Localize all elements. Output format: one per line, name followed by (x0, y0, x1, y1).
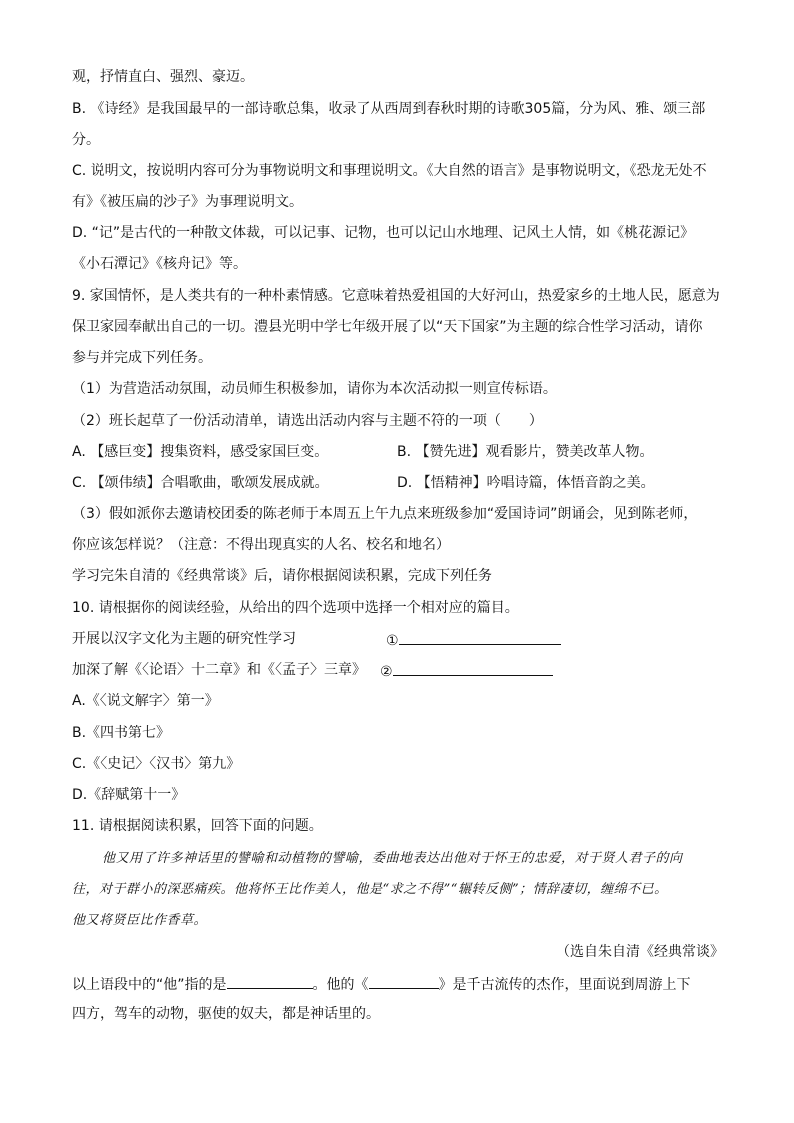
q11-quote-line3: 他又将贤臣比作香草。 (72, 913, 208, 928)
q11-blank-work[interactable] (369, 974, 439, 989)
q8-option-d: D. “记”是古代的一种散文体裁，可以记事、记物，也可以记山水地理、记风土人情，如《桃花源记》 (72, 225, 695, 241)
q9-stem: 9. 家国情怀，是人类共有的一种朴素情感。它意味着热爱祖国的大好河山，热爱家乡的土地人民，愿意为 (72, 288, 720, 304)
q11-answer-line2: 四方，驾车的动物，驱使的奴夫，都是神话里的。 (72, 1006, 380, 1022)
q8-option-b-continued: 分。 (72, 132, 100, 148)
q9-option-d: D. 【悟精神】吟唱诗篇，体悟音韵之美。 (397, 475, 655, 491)
q10-option-a: A.《〈说文解字〉第一》 (72, 693, 219, 709)
q11-answer-line1 (72, 974, 724, 994)
q9-task-3-continued: 你应该怎样说？（注意：不得出现真实的人名、校名和地名） (72, 537, 450, 553)
q11-quote-source: （选自朱自清《经典常谈》 (556, 944, 724, 960)
q8-option-b: B. 《诗经》是我国最早的一部诗歌总集，收录了从西周到春秋时期的诗歌305篇，分为风、雅、颂三部 (72, 101, 706, 117)
q10-row1-answer[interactable] (386, 630, 561, 650)
q10-row1-number: ① (386, 633, 399, 649)
q8-option-c-continued: 有》《被压扁的沙子》为事理说明文。 (72, 194, 303, 210)
q10-row1-blank[interactable] (399, 630, 561, 645)
q9-option-b: B. 【赞先进】观看影片，赞美改革人物。 (397, 444, 654, 460)
q10-stem: 10. 请根据你的阅读经验，从给出的四个选项中选择一个相对应的篇目。 (72, 600, 519, 616)
q11-quote-line1: 他又用了许多神话里的譬喻和动植物的譬喻，委曲地表达出他对于怀王的忠爱，对于贤人君子的向 (102, 851, 683, 866)
q10-option-d: D.《辞赋第十一》 (72, 787, 186, 803)
section-intro: 学习完朱自清的《经典常谈》后，请你根据阅读积累，完成下列任务 (72, 568, 492, 584)
q11-blank-person[interactable] (227, 974, 313, 989)
q9-task-1: （1）为营造活动氛围，动员师生积极参加，请你为本次活动拟一则宣传标语。 (72, 381, 557, 397)
q9-stem-line3: 参与并完成下列任务。 (72, 350, 212, 366)
q10-row1-text: 开展以汉字文化为主题的研究性学习 (72, 631, 296, 647)
q10-option-b: B.《四书第七》 (72, 725, 171, 741)
q10-row2-blank[interactable] (393, 661, 553, 676)
q11-answer-suffix: 》是千古流传的杰作，里面说到周游上下 (438, 977, 691, 993)
q10-option-c: C.《〈史记〉〈汉书〉第九》 (72, 756, 241, 772)
q9-option-c: C. 【颂伟绩】合唱歌曲，歌颂发展成就。 (72, 475, 329, 491)
q11-answer-prefix: 以上语段中的“他”指的是 (72, 977, 227, 993)
q9-stem-line2: 保卫家园奉献出自己的一切。澧县光明中学七年级开展了以“天下国家”为主题的综合性学习活动，请你 (72, 319, 703, 335)
q9-option-a: A. 【感巨变】搜集资料，感受家国巨变。 (72, 444, 329, 460)
q10-row2-number: ② (380, 664, 393, 680)
q8-option-c: C. 说明文，按说明内容可分为事物说明文和事理说明文。《大自然的语言》是事物说明文，《恐龙无处不 (72, 163, 707, 179)
q11-quote-line2: 往，对于群小的深恶痛疾。他将怀王比作美人，他是“求之不得”“辗转反侧”；情辞凄切，缠绵不已。 (72, 882, 668, 897)
q10-row2-answer[interactable] (380, 661, 553, 681)
q9-task-2: （2）班长起草了一份活动清单，请选出活动内容与主题不符的一项（ ） (72, 413, 543, 429)
q11-answer-middle: 。他的《 (312, 977, 369, 993)
q9-task-3: （3）假如派你去邀请校团委的陈老师于本周五上午九点来班级参加“爱国诗词”朗诵会，见到陈老师， (72, 506, 698, 522)
q11-stem: 11. 请根据阅读积累，回答下面的问题。 (72, 818, 323, 834)
q10-row2-text: 加深了解《〈论语〉十二章》和《〈孟子〉三章》 (72, 662, 366, 678)
q8-option-a-continued: 观，抒情直白、强烈、豪迈。 (72, 69, 254, 85)
q8-option-d-continued: 《小石潭记》《核舟记》等。 (72, 256, 247, 272)
